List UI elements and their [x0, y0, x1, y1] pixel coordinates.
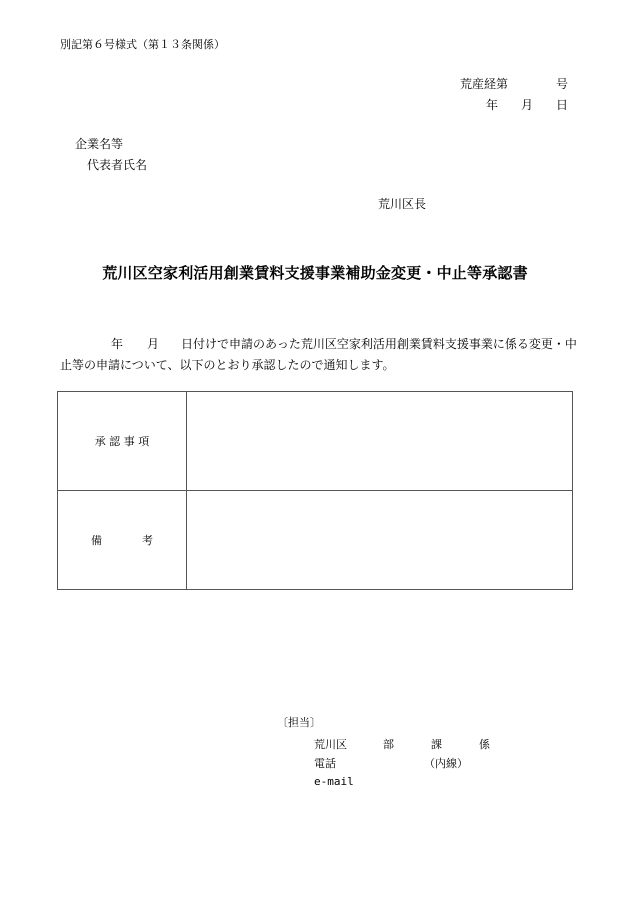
recipient-company: 企業名等 — [75, 137, 124, 151]
approval-table — [57, 391, 573, 590]
body-line2: 止等の申請について、以下のとおり承認したので通知します。 — [60, 358, 395, 372]
contact-extension: （内線） — [424, 757, 468, 770]
remarks-label-b: 考 — [142, 534, 153, 547]
approval-items-content — [187, 392, 573, 491]
contact-ward: 荒川区 — [314, 738, 347, 751]
body-year: 年 — [111, 337, 124, 351]
table-row — [58, 392, 573, 491]
date-day: 日 — [556, 98, 569, 112]
body-line1: 日付けで申請のあった荒川区空家利活用創業賃料支援事業に係る変更・中 — [181, 337, 577, 351]
form-label: 別記第６号様式（第１３条関係） — [60, 38, 225, 51]
approval-items-label: 承 認 事 項 — [58, 392, 187, 491]
remarks-content — [187, 491, 573, 590]
table-row — [58, 491, 573, 590]
contact-dept: 部 — [383, 738, 394, 751]
date-year: 年 — [486, 98, 499, 112]
recipient-representative: 代表者氏名 — [87, 158, 148, 172]
date-month: 月 — [521, 98, 534, 112]
contact-heading: 〔担当〕 — [277, 716, 321, 729]
body-month: 月 — [147, 337, 160, 351]
contact-unit: 係 — [479, 738, 490, 751]
doc-number-prefix: 荒産経第 — [460, 77, 509, 91]
contact-email-label: e-mail — [314, 775, 354, 788]
doc-number-suffix: 号 — [556, 77, 569, 91]
document-title: 荒川区空家利活用創業賃料支援事業補助金変更・中止等承認書 — [102, 264, 528, 282]
remarks-label — [58, 491, 187, 590]
issuer: 荒川区長 — [378, 197, 427, 211]
contact-section: 課 — [431, 738, 442, 751]
contact-phone-label: 電話 — [314, 757, 336, 770]
remarks-label-a: 備 — [91, 534, 102, 547]
